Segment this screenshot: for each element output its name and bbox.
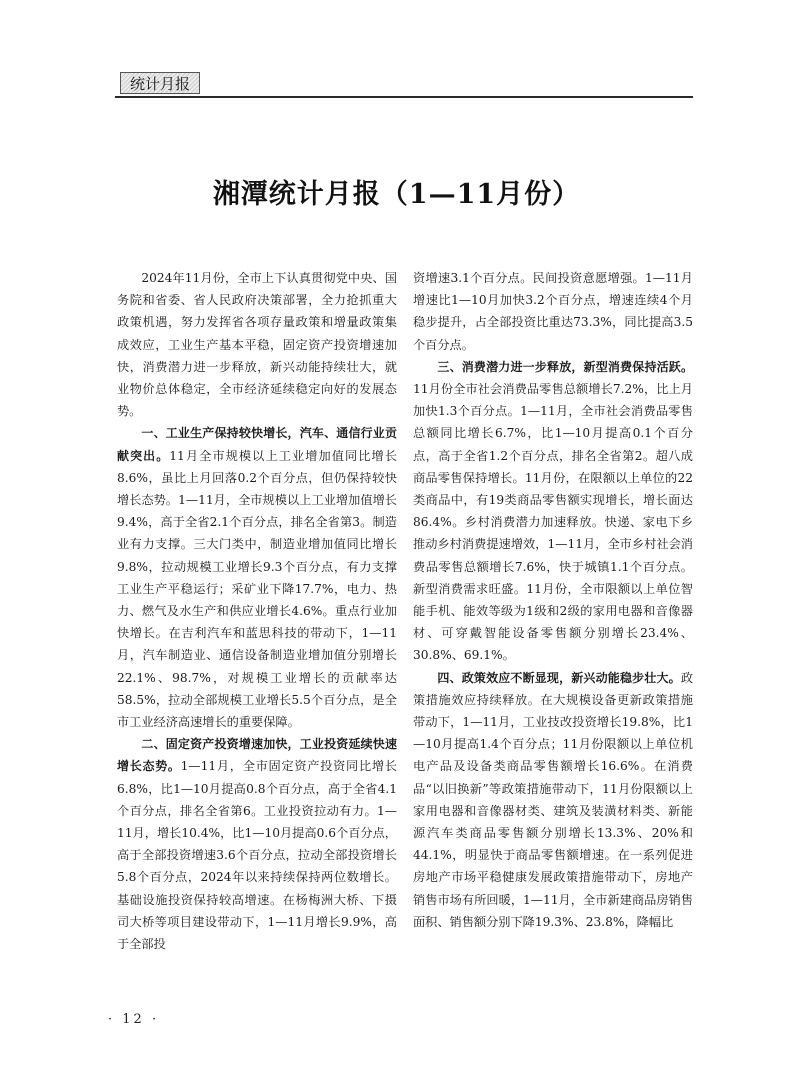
section-3-body: 11月份全市社会消费品零售总额增长7.2%，比上月加快1.3个百分点。1—11月，全市社会消费品零售总额同比增长6.7%，比1—10月提高0.1个百分点，高于全省1.2个百分点，排名全省第2。超八成商品零售保持增长。11月份，在限额以上单位的22类商品中，有19类商品零售额实现增长，增长面达86.4%。乡村消费潜力加速释放。快递、家电下乡推动乡村消费提速增效，1—11月，全市乡村社会消费品零售总额增长7.6%，快于城镇1.1个百分点。新型消费需求旺盛。11月份，全市限额以上单位智能手机、能效等级为1级和2级的家用电器和音像器材、可穿戴智能设备零售额分别增长23.4%、30.8%、69.1%。 [413, 382, 693, 663]
section-tag [120, 72, 200, 94]
section-2-body: 1—11月，全市固定资产投资同比增长6.8%，比1—10月提高0.8个百分点，高于全省4.1个百分点，排名全省第6。工业投资拉动有力。1—11月，增长10.4%，比1—10月提高0.6个百分点，高于全部投资增速3.6个百分点，拉动全部投资增长5.8个百分点，2024年以来持续保持两位数增长。基础设施投资保持较高增速。在杨梅洲大桥、下摄司大桥等项目建设带动下，1—11月增长9.9%，高于全部投 [117, 759, 397, 952]
section-4-heading: 四、政策效应不断显现，新兴动能稳步壮大。 [437, 670, 681, 685]
intro-paragraph: 2024年11月份，全市上下认真贯彻党中央、国务院和省委、省人民政府决策部署，全力抢抓重大政策机遇，努力发挥省各项存量政策和增量政策集成效应，工业生产基本平稳，固定资产投资增速加快，消费潜力进一步释放，新兴动能持续壮大，就业物价总体稳定，全市经济延续稳定向好的发展态势。 [117, 271, 397, 419]
section-2-paragraph [117, 733, 397, 955]
section-2-heading: 二、固定资产投资增速加快，工业投资延续快速增长态势。 [117, 737, 397, 774]
section-2-continued: 资增速3.1个百分点。民间投资意愿增强。1—11月增速比1—10月加快3.2个百分点，增速连续4个月稳步提升，占全部投资比重达73.3%，同比提高3.5个百分点。 [413, 271, 693, 352]
section-4-paragraph [413, 667, 693, 933]
section-1-paragraph [117, 422, 397, 733]
section-4-body: 政策措施效应持续释放。在大规模设备更新政策措施带动下，1—11月，工业技改投资增长19.8%，比1—10月提高1.4个百分点；11月份限额以上单位机电产品及设备类商品零售额增长16.6%。在消费品“以旧换新”等政策措施带动下，11月份限额以上家用电器和音像器材类、建筑及装潢材料类、新能源汽车类商品零售额分别增长13.3%、20%和44.1%，明显快于商品零售额增速。在一系列促进房地产市场平稳健康发展政策措施带动下，房地产销售市场有所回暖，1—11月，全市新建商品房销售面积、销售额分别下降19.3%、23.8%，降幅比 [413, 670, 693, 929]
page-title: 湘潭统计月报（1—11月份） [212, 179, 581, 210]
section-1-heading: 一、工业生产保持较快增长，汽车、通信行业贡献突出。 [117, 426, 397, 463]
section-1-body: 11月全市规模以上工业增加值同比增长8.6%，虽比上月回落0.2个百分点，但仍保持较快增长态势。1—11月，全市规模以上工业增加值增长9.4%，高于全省2.1个百分点，排名全省第3。制造业有力支撑。三大门类中，制造业增加值同比增长9.8%，拉动规模工业增长9.3个百分点，有力支撑工业生产平稳运行；采矿业下降17.7%，电力、热力、燃气及水生产和供应业增长4.6%。重点行业加快增长。在吉利汽车和蓝思科技的带动下，1—11月，汽车制造业、通信设备制造业增加值分别增长22.1%、98.7%，对规模工业增长的贡献率达58.5%，拉动全部规模工业增长5.5个百分点，是全市工业经济高速增长的重要保障。 [117, 448, 397, 730]
page-number: · 12 · [108, 1012, 160, 1027]
section-tag-label: 统计月报 [129, 74, 190, 93]
section-3-heading: 三、消费潜力进一步释放，新型消费保持活跃。 [437, 359, 693, 374]
header-rule [115, 96, 693, 98]
left-column [117, 267, 397, 955]
section-3-paragraph [413, 356, 693, 667]
right-column [413, 267, 693, 933]
